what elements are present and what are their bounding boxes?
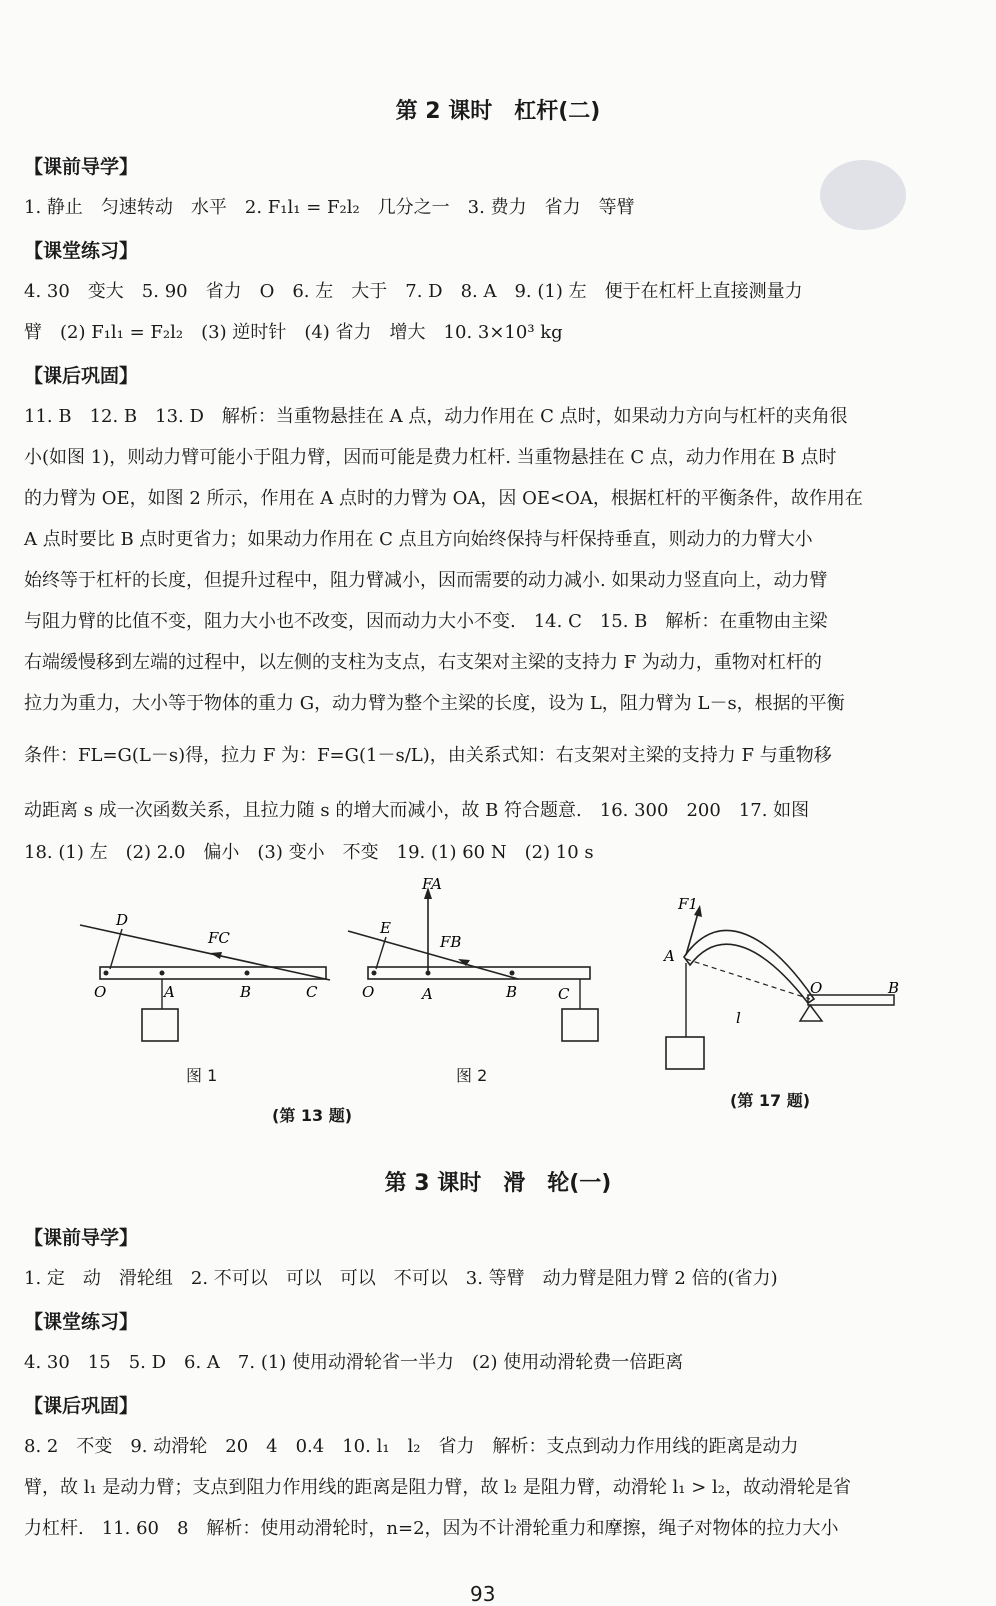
label-a: A (164, 983, 175, 1001)
weight-box (562, 1009, 598, 1041)
point-b (245, 971, 250, 976)
label-b: B (506, 983, 518, 1001)
lesson2-pre-line-1: 1. 静止 匀速转动 水平 2. F₁l₁ = F₂l₂ 几分之一 3. 费力 省力 等臂 (24, 197, 635, 218)
label-fa: FA (422, 875, 442, 893)
label-a: A (422, 985, 433, 1003)
curved-lever (684, 930, 814, 1003)
lesson2-after-line-10: 动距离 s 成一次函数关系，且拉力随 s 的增大而减小，故 B 符合题意. 16. 300 200 17. 如图 (24, 800, 810, 821)
point-o (372, 971, 377, 976)
lesson2-section-pre: 【课前导学】 (24, 156, 139, 178)
lesson3-section-pre: 【课前导学】 (24, 1227, 139, 1249)
fulcrum-icon (800, 1005, 822, 1021)
label-o: O (94, 983, 107, 1001)
lesson2-class-line-2: 臂 (2) F₁l₁ = F₂l₂ (3) 逆时针 (4) 省力 增大 10. 3×10³ kg (24, 322, 563, 343)
lesson2-section-after: 【课后巩固】 (24, 365, 139, 387)
arm-oe (376, 937, 386, 969)
question-17-caption: (第 17 题) (730, 1091, 811, 1110)
figure-17 (650, 895, 920, 1085)
point-b (510, 971, 515, 976)
weight-box (142, 1009, 178, 1041)
label-a: A (664, 947, 675, 965)
arm-od (110, 929, 122, 969)
label-c: C (306, 983, 318, 1001)
point-a (426, 971, 431, 976)
figure-2 (340, 875, 620, 1065)
lesson2-after-line-2: 小(如图 1)，则动力臂可能小于阻力臂，因而可能是费力杠杆. 当重物悬挂在 C 点，动力作用在 B 点时 (24, 447, 837, 468)
label-b: B (888, 979, 900, 997)
question-13-caption: (第 13 题) (272, 1106, 353, 1125)
lesson2-after-line-11: 18. (1) 左 (2) 2.0 偏小 (3) 变小 不变 19. (1) 60 N (2) 10 s (24, 842, 594, 863)
force-line-f1 (686, 913, 698, 955)
lesson3-after-line-3: 力杠杆. 11. 60 8 解析：使用动滑轮时，n=2，因为不计滑轮重力和摩擦，绳子对物体的拉力大小 (24, 1518, 839, 1539)
lesson3-after-line-1: 8. 2 不变 9. 动滑轮 20 4 0.4 10. l₁ l₂ 省力 解析：支点到动力作用线的距离是动力 (24, 1436, 799, 1457)
label-fc: FC (208, 929, 230, 947)
point-o (104, 971, 109, 976)
label-l: l (736, 1009, 741, 1027)
label-o: O (362, 983, 375, 1001)
force-line-fc (80, 925, 330, 980)
lesson2-after-line-9: 条件：FL=G(L－s)得，拉力 F 为：F=G(1－s/L)，由关系式知：右支架对主梁的支持力 F 与重物移 (24, 745, 832, 766)
label-e: E (380, 919, 391, 937)
weight-box (666, 1037, 704, 1069)
point-a (160, 971, 165, 976)
lesson2-after-line-5: 始终等于杠杆的长度，但提升过程中，阻力臂减小，因而需要的动力减小. 如果动力竖直向上，动力臂 (24, 570, 828, 591)
lesson2-after-line-3: 的力臂为 OE，如图 2 所示，作用在 A 点时的力臂为 OA，因 OE<OA，根据杠杆的平衡条件，故作用在 (24, 488, 863, 509)
lesson2-after-line-1: 11. B 12. B 13. D 解析：当重物悬挂在 A 点，动力作用在 C 点时，如果动力方向与杠杆的夹角很 (24, 406, 848, 427)
lesson3-section-after: 【课后巩固】 (24, 1395, 139, 1417)
lesson2-section-class: 【课堂练习】 (24, 240, 139, 262)
lesson2-title: 第 2 课时 杠杆(二) (395, 99, 601, 124)
arm-l (686, 959, 810, 999)
label-f1: F1 (678, 895, 698, 913)
figure-1-caption: 图 1 (186, 1066, 218, 1085)
lesson3-class-line-1: 4. 30 15 5. D 6. A 7. (1) 使用动滑轮省一半力 (2) 使用动滑轮费一倍距离 (24, 1352, 684, 1373)
label-o: O (810, 979, 823, 997)
lesson2-after-line-7: 右端缓慢移到左端的过程中，以左侧的支柱为支点，右支架对主梁的支持力 F 为动力，重物对杠杆的 (24, 652, 822, 673)
label-fb: FB (440, 933, 462, 951)
lesson3-title: 第 3 课时 滑 轮(一) (384, 1171, 612, 1196)
label-b: B (240, 983, 252, 1001)
lesson2-after-line-8: 拉力为重力，大小等于物体的重力 G，动力臂为整个主梁的长度，设为 L，阻力臂为 L－s，根据的平衡 (24, 693, 845, 714)
lesson3-pre-line-1: 1. 定 动 滑轮组 2. 不可以 可以 可以 不可以 3. 等臂 动力臂是阻力臂 2 倍的(省力) (24, 1268, 778, 1289)
lever-bar (100, 967, 326, 979)
label-c: C (558, 985, 570, 1003)
figure-1 (70, 905, 340, 1065)
lesson3-section-class: 【课堂练习】 (24, 1311, 139, 1333)
lesson3-after-line-2: 臂，故 l₁ 是动力臂；支点到阻力作用线的距离是阻力臂，故 l₂ 是阻力臂，动滑轮 l₁ > l₂，故动滑轮是省 (24, 1477, 852, 1498)
arrow-fc-icon (210, 952, 222, 959)
label-d: D (116, 911, 129, 929)
lesson2-after-line-4: A 点时要比 B 点时更省力；如果动力作用在 C 点且方向始终保持与杆保持垂直，则动力的力臂大小 (24, 529, 813, 550)
lesson2-after-line-6: 与阻力臂的比值不变，阻力大小也不改变，因而动力大小不变. 14. C 15. B 解析：在重物由主梁 (24, 611, 828, 632)
page-number: 93 (470, 1582, 496, 1606)
lesson2-class-line-1: 4. 30 变大 5. 90 省力 O 6. 左 大于 7. D 8. A 9. (1) 左 便于在杠杆上直接测量力 (24, 281, 803, 302)
figure-2-caption: 图 2 (456, 1066, 488, 1085)
